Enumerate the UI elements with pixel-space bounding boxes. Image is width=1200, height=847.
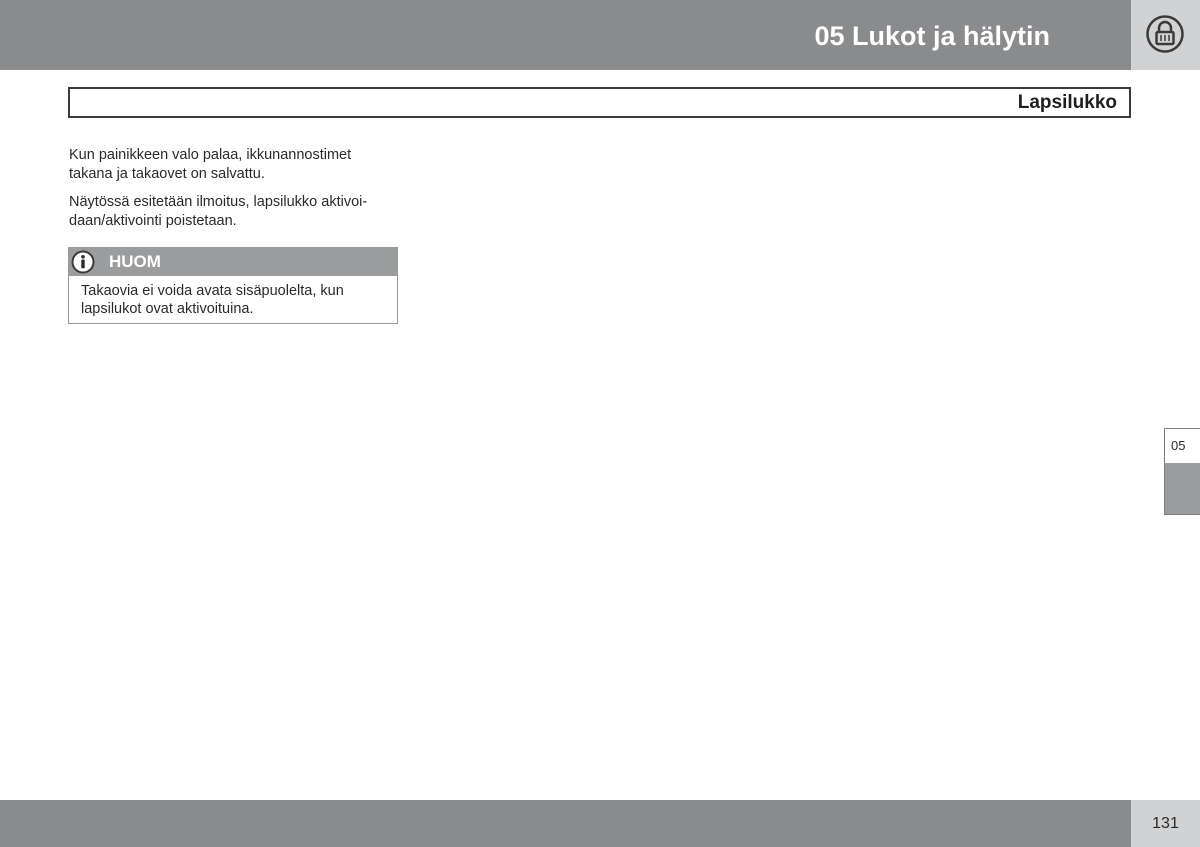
side-tab-label-area bbox=[1165, 429, 1200, 463]
body-paragraph-1 bbox=[69, 146, 404, 184]
footer-band bbox=[0, 800, 1131, 847]
section-heading-box bbox=[68, 87, 1131, 118]
header-band bbox=[0, 0, 1131, 70]
note-title: HUOM bbox=[109, 252, 161, 271]
page-number: 131 bbox=[1152, 815, 1179, 832]
info-icon bbox=[71, 250, 95, 274]
paragraph-2-line-1: Näytössä esitetään ilmoitus, lapsilukko aktivoi- bbox=[69, 194, 368, 210]
body-paragraph-2 bbox=[69, 193, 404, 231]
note-header bbox=[69, 248, 397, 276]
note-box bbox=[68, 247, 398, 324]
chapter-side-tab bbox=[1164, 428, 1200, 515]
lock-icon bbox=[1146, 15, 1184, 53]
chapter-title: 05 Lukot ja hälytin bbox=[814, 21, 1050, 51]
paragraph-1-line-1: Kun painikkeen valo palaa, ikkunannostimet bbox=[69, 147, 352, 163]
note-text-line-2: lapsilukot ovat aktivoituina. bbox=[81, 301, 254, 317]
page-number-box bbox=[1131, 800, 1200, 847]
paragraph-2-line-2: daan/aktivointi poistetaan. bbox=[69, 213, 237, 229]
paragraph-1-line-2: takana ja takaovet on salvattu. bbox=[69, 166, 265, 182]
note-text-line-1: Takaovia ei voida avata sisäpuolelta, kun bbox=[81, 283, 344, 299]
section-title: Lapsilukko bbox=[1017, 92, 1117, 113]
side-tab-label: 05 bbox=[1171, 438, 1186, 453]
chapter-icon-box bbox=[1131, 0, 1200, 70]
